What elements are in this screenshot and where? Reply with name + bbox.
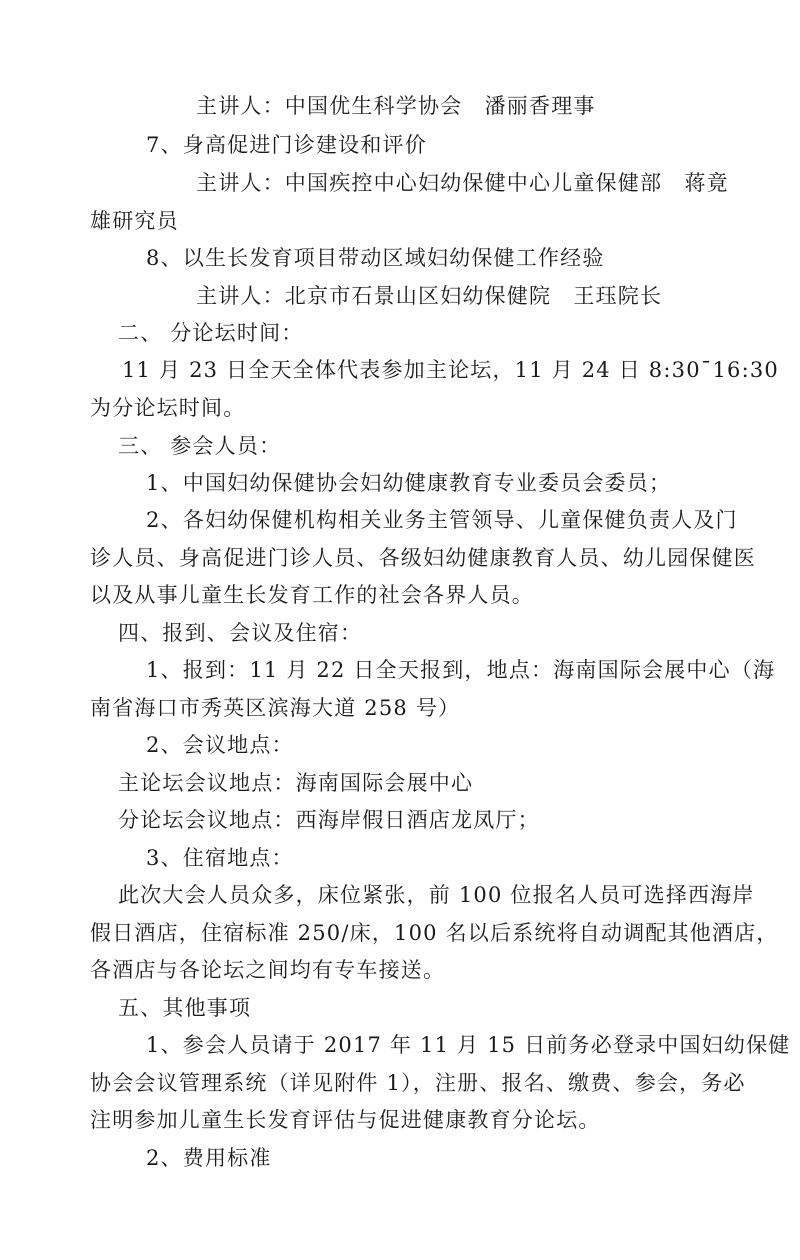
text-line-lodging-heading: 3、住宿地点： bbox=[146, 846, 294, 870]
text-line-lodging-1: 此次大会人员众多，床位紧张，前 100 位报名人员可选择西海岸 bbox=[118, 883, 755, 907]
section-heading-3: 三、 参会人员： bbox=[118, 434, 282, 458]
section-heading-5: 五、其他事项 bbox=[118, 996, 252, 1020]
text-line-sub-venue: 分论坛会议地点：西海岸假日酒店龙凤厅； bbox=[118, 808, 540, 832]
text-line-item-7: 7、身高促进门诊建设和评价 bbox=[146, 133, 427, 157]
text-line-venue-heading: 2、会议地点： bbox=[146, 733, 294, 757]
text-line-speaker-7: 主讲人：中国疾控中心妇幼保健中心儿童保健部 蒋竟 bbox=[196, 171, 729, 195]
text-line-attendees-2-end: 以及从事儿童生长发育工作的社会各界人员。 bbox=[90, 583, 534, 607]
text-line-other-1: 1、参会人员请于 2017 年 11 月 15 日前务必登录中国妇幼保健 bbox=[146, 1033, 791, 1057]
text-line-lodging-3: 各酒店与各论坛之间均有专车接送。 bbox=[90, 958, 446, 982]
text-line-speaker-7-cont: 雄研究员 bbox=[90, 209, 179, 233]
text-line-registration-cont: 南省海口市秀英区滨海大道 258 号） bbox=[90, 696, 461, 720]
text-line-fee-heading: 2、费用标准 bbox=[146, 1146, 272, 1170]
text-line-lodging-2: 假日酒店，住宿标准 250/床，100 名以后系统将自动调配其他酒店， bbox=[90, 921, 779, 945]
text-line-speaker-8: 主讲人：北京市石景山区妇幼保健院 王珏院长 bbox=[196, 284, 663, 308]
text-line-other-1-cont: 协会会议管理系统（详见附件 1），注册、报名、缴费、参会，务必 bbox=[90, 1071, 746, 1095]
text-line-registration: 1、报到：11 月 22 日全天报到，地点：海南国际会展中心（海 bbox=[146, 658, 776, 682]
text-line-forum-time-cont: 为分论坛时间。 bbox=[90, 396, 246, 420]
text-line-speaker-6: 主讲人：中国优生科学协会 潘丽香理事 bbox=[196, 94, 596, 118]
text-line-other-1-end: 注明参加儿童生长发育评估与促进健康教育分论坛。 bbox=[90, 1108, 601, 1132]
text-line-forum-time: 11 月 23 日全天全体代表参加主论坛，11 月 24 日 8:30¯16:30 bbox=[122, 358, 779, 382]
text-line-attendees-1: 1、中国妇幼保健协会妇幼健康教育专业委员会委员； bbox=[146, 471, 672, 495]
section-heading-4: 四、报到、会议及住宿： bbox=[118, 621, 363, 645]
text-line-item-8: 8、以生长发育项目带动区域妇幼保健工作经验 bbox=[146, 246, 605, 270]
text-line-attendees-2-cont: 诊人员、身高促进门诊人员、各级妇幼健康教育人员、幼儿园保健医 bbox=[90, 546, 756, 570]
text-line-main-venue: 主论坛会议地点：海南国际会展中心 bbox=[118, 771, 474, 795]
text-line-attendees-2: 2、各妇幼保健机构相关业务主管领导、儿童保健负责人及门 bbox=[146, 508, 738, 532]
section-heading-2: 二、 分论坛时间： bbox=[118, 321, 304, 345]
